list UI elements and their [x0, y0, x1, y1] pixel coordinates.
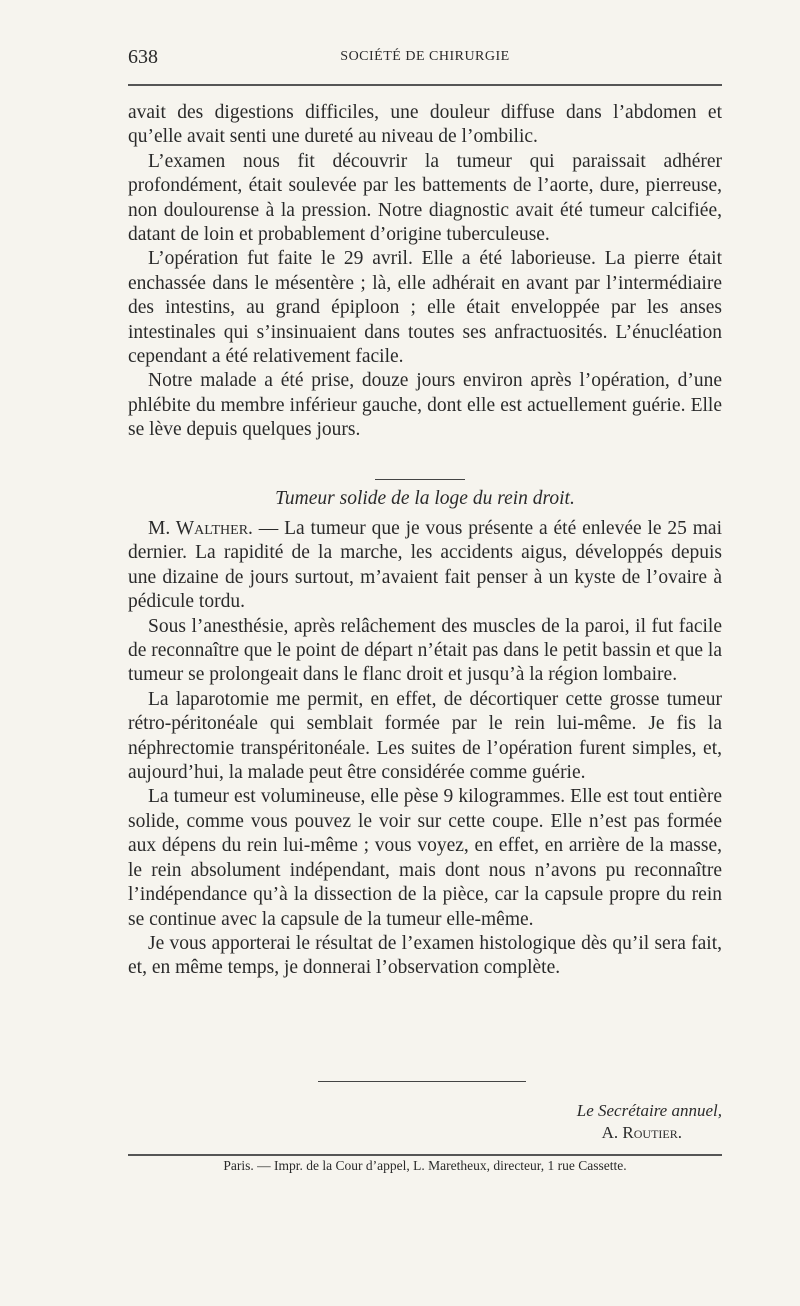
- paragraph: Sous l’anesthésie, après relâchement des muscles de la paroi, il fut facile de reconnaître que le point de départ n’était pas dans le petit bassin et que la tumeur se prolongeait dans le flanc droit et jusqu’à la région lombaire.: [128, 615, 722, 686]
- paragraph: Je vous apporterai le résultat de l’examen histologique dès qu’il sera fait, et, en même temps, je donnerai l’observation complète.: [128, 932, 722, 979]
- section-body: [128, 517, 722, 981]
- paragraph: L’examen nous fit découvrir la tumeur qui paraissait adhérer profondément, était soulevée par les battements de l’aorte, dure, pierreuse, non doulourense à la pression. Notre diagnostic avait été tumeur calcifiée, datant de loin et probablement d’origine tuberculeuse.: [128, 150, 722, 246]
- imprint-line: Paris. — Impr. de la Cour d’appel, L. Maretheux, directeur, 1 rue Cassette.: [223, 1158, 627, 1173]
- section-title: Tumeur solide de la loge du rein droit.: [275, 488, 575, 509]
- header-rule: [128, 84, 722, 86]
- end-separator: [318, 1081, 526, 1082]
- footer-rule: [128, 1154, 722, 1156]
- page-number: 638: [128, 46, 158, 68]
- paragraph: La tumeur est volumineuse, elle pèse 9 kilogrammes. Elle est tout entière solide, comme vous pouvez le voir sur cette coupe. Elle n’est pas formée aux dépens du rein lui-même ; vous voyez, en effet, en arrière de la masse, le rein absolument indépendant, mais dont nous n’avons pu reconnaître l’indépendance qu’à la dissection de la pièce, car la capsule propre du rein se continue avec la capsule de la tumeur elle-même.: [128, 786, 722, 930]
- section-separator: [375, 479, 465, 480]
- running-head: SOCIÉTÉ DE CHIRURGIE: [340, 49, 510, 64]
- paragraph: L’opération fut faite le 29 avril. Elle a été laborieuse. La pierre était enchassée dans le mésentère ; là, elle adhérait en avant par l’intermédiaire des intestins, au grand épiploon ; elle était enveloppée par les anses intestinales qui s’insinuaient dans toutes ses anfractuosités. L’énucléation cependant a été relativement facile.: [128, 248, 722, 368]
- paragraph-text: — La tumeur que je vous présente a été enlevée le 25 mai dernier. La rapidité de la marche, les accidents aigus, développés depuis une dizaine de jours surtout, m’avaient fait penser à un kyste de l’ovaire à pédicule tordu.: [128, 518, 722, 613]
- paragraph: Notre malade a été prise, douze jours environ après l’opération, d’une phlébite du membre inférieur gauche, dont elle est actuellement guérie. Elle se lève depuis quelques jours.: [128, 370, 722, 441]
- paragraph: La laparotomie me permit, en effet, de décortiquer cette grosse tumeur rétro-péritonéale qui semblait formée par le rein lui-même. Je fis la néphrectomie transpéritonéale. Les suites de l’opération furent simples, et, aujourd’hui, la malade peut être considérée comme guérie.: [128, 688, 722, 784]
- page-header: [128, 46, 722, 70]
- paragraph: [128, 517, 722, 615]
- signature-name: A. Routier.: [601, 1123, 682, 1142]
- body-text: [128, 101, 722, 443]
- paragraph: avait des digestions difficiles, une douleur diffuse dans l’abdomen et qu’elle avait senti une dureté au niveau de l’ombilic.: [128, 102, 722, 148]
- speaker-name: M. Walther.: [148, 518, 253, 539]
- signature-block: [400, 1100, 722, 1144]
- signature-title: Le Secrétaire annuel,: [576, 1101, 722, 1120]
